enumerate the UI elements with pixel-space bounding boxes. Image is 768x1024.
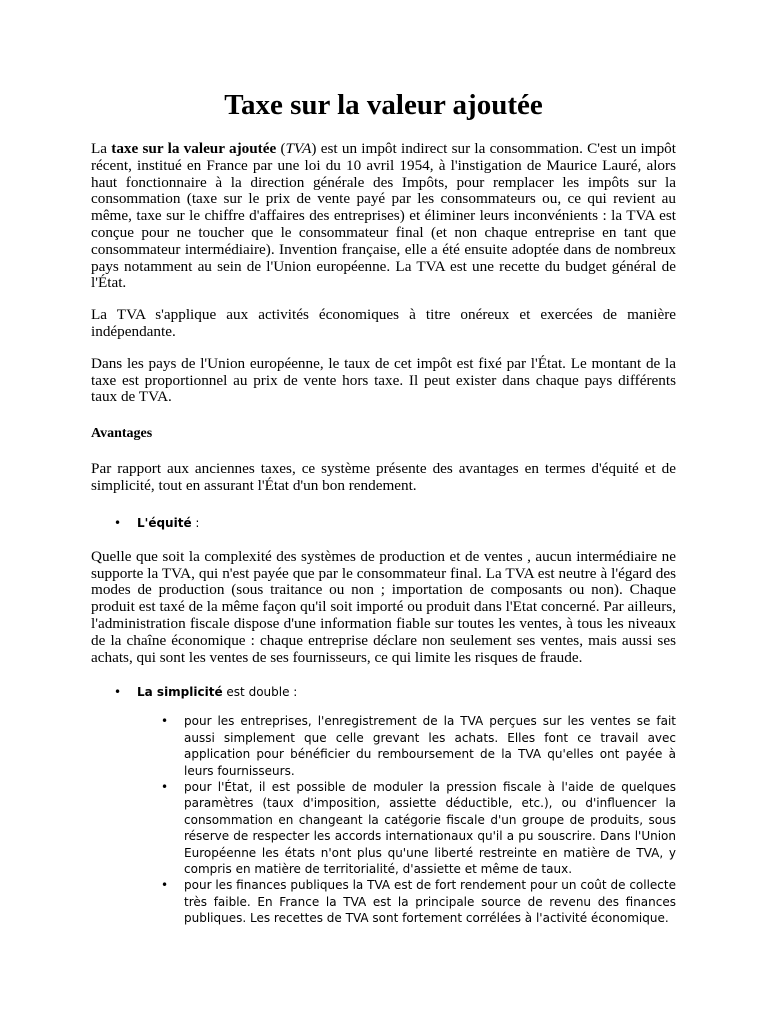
list-item-state: • pour l'État, il est possible de moduler la pression fiscale à l'aide de quelques paramètres (taux d'imposition, assiette déductible, etc.), ou d'influencer la consommation en changeant la catégorie fiscale d'un groupe de produits, sous réserve de respecter les accords internationaux qu'il a pu souscrire. Dans l'Union Européenne les états n'ont plus qu'une liberté restreinte en matière de TVA, y compris en matière de territorialité, d'assiette et même de taux. [184,779,676,877]
equity-list [91,515,676,531]
list-item-public-finances: • pour les finances publiques la TVA est de fort rendement pour un coût de collecte très faible. En France la TVA est la principale source de revenu des finances publiques. Les recettes de TVA sont fortement corrélées à l'activité économique. [184,877,676,926]
document-title: Taxe sur la valeur ajoutée [224,89,543,121]
intro-term: taxe sur la valeur ajoutée [111,140,277,157]
simplicity-sublist [91,713,676,926]
rate-paragraph: Dans les pays de l'Union européenne, le taux de cet impôt est fixé par l'État. Le montant de la taxe est proportionnel au prix de vente hors taxe. Il peut exister dans chaque pays différents taux de TVA. [91,354,676,406]
intro-paragraph [91,141,676,292]
list-item-equity [137,515,676,531]
simplicity-list [91,684,676,700]
equity-suffix: : [191,515,200,530]
intro-lead: La [91,140,112,157]
equity-paragraph: Quelle que soit la complexité des systèmes de production et de ventes , aucun intermédiaire ne supporte la TVA, qui n'est payée que par le consommateur final. La TVA est neutre à l'égard des modes de production (sous traitance ou non ; importation de composants ou non). Chaque produit est taxé de la même façon qu'il soit importé ou produit dans l'Etat concerné. Par ailleurs, l'administration fiscale dispose d'une information fiable sur toutes les ventes, à tous les niveaux de la chaîne économique : chaque entreprise déclare non seulement ses ventes, mais aussi ses achats, qui sont les ventes de ses fournisseurs, ce qui limite les risques de fraude. [91,547,676,666]
intro-rest: est un impôt indirect sur la consommation. C'est un impôt récent, institué en France par une loi du 10 avril 1954, à l'instigation de Maurice Lauré, alors haut fonctionnaire à la direction générale des Impôts, pour remplacer les impôts sur la consommation (taxe sur le prix de vente payé par les consommateurs ou, ce qui revient au même, taxe sur le chiffre d'affaires des entreprises) et éliminer leurs inconvénients : la TVA est conçue pour ne toucher que le consommateur final (et non chaque entreprise en tant que consommateur intermédiaire). Invention française, elle a été ensuite adoptée dans de nombreux pays notamment au sein de l'Union européenne. La TVA est une recette du budget général de l'État. [91,140,676,292]
advantages-paragraph: Par rapport aux anciennes taxes, ce système présente des avantages en termes d'équité et de simplicité, tout en assurant l'État d'un bon rendement. [91,460,676,494]
simplicity-label: La simplicité [137,685,223,700]
list-item-simplicity [137,684,676,700]
equity-label: L'équité [137,515,192,530]
advantages-heading: Avantages [91,426,153,442]
scope-paragraph: La TVA s'applique aux activités économiques à titre onéreux et exercées de manière indépendante. [91,306,676,340]
simplicity-suffix: est double : [222,685,298,700]
intro-abbr: TVA [285,140,312,157]
intro-paren-open: ( [276,140,286,157]
document-page [91,88,676,927]
intro-paren-close: ) [311,140,317,157]
list-item-enterprises: • pour les entreprises, l'enregistrement de la TVA perçues sur les ventes se fait aussi simplement que celle grevant les achats. Elles font ce travail avec application pour bénéficier du remboursement de la TVA qu'elles ont payée à leurs fournisseurs. [184,713,676,779]
